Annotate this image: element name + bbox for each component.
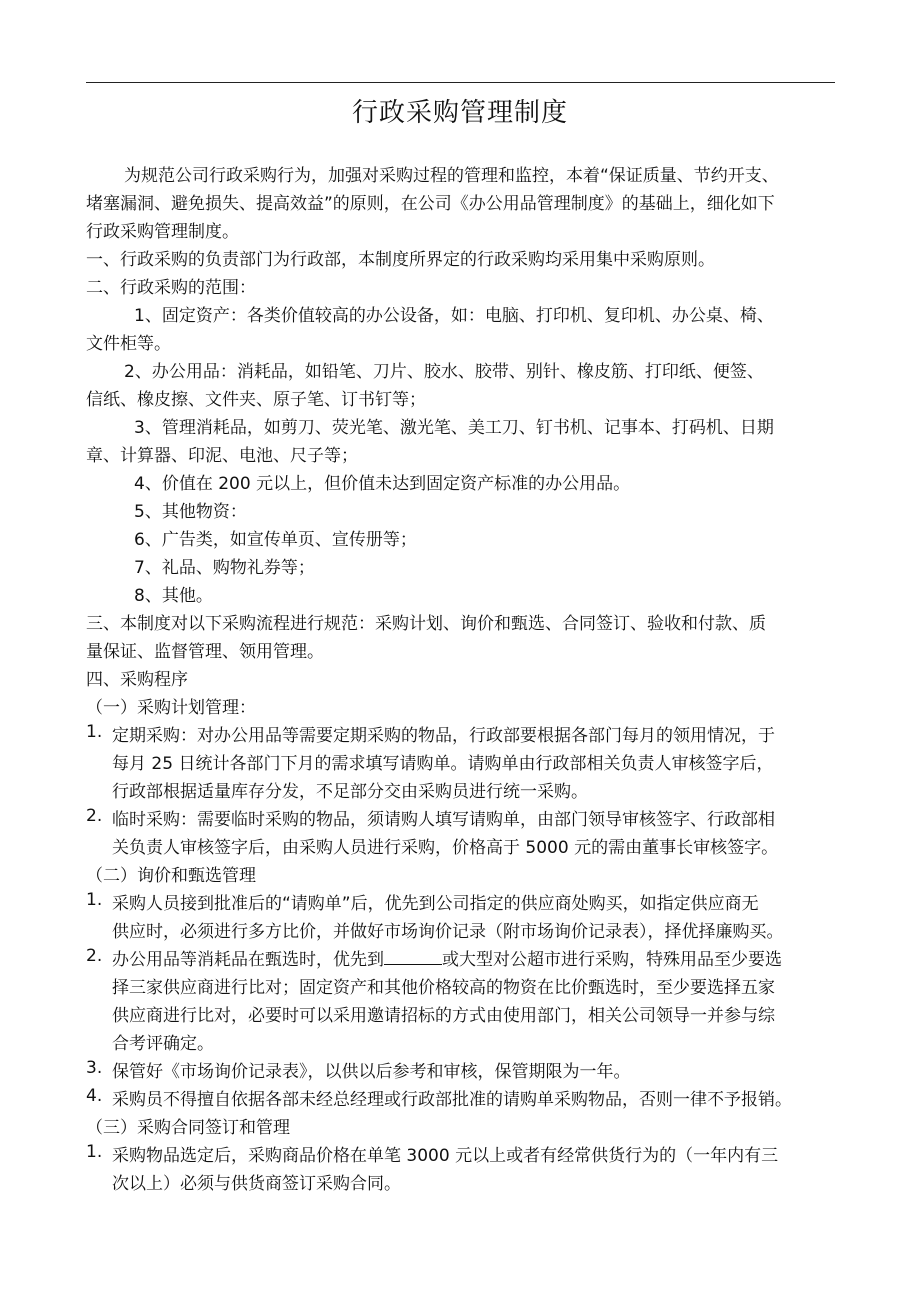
item-number: 1. <box>86 890 103 910</box>
scope-item: 8、其他。 <box>134 586 213 606</box>
section-2-heading: 二、行政采购的范围： <box>86 278 256 298</box>
item-number: 1. <box>86 1142 103 1162</box>
numbered-item <box>86 1142 838 1198</box>
scope-item: 4、价值在 200 元以上，但价值未达到固定资产标准的办公用品。 <box>134 474 631 494</box>
intro-line: 行政采购管理制度。 <box>86 222 239 242</box>
item-line: 合考评确定。 <box>112 1034 214 1054</box>
document-body <box>86 162 838 1198</box>
scope-item: 3、管理消耗品，如剪刀、荧光笔、激光笔、美工刀、钉书机、记事本、打码机、日期 <box>134 418 774 438</box>
item-line: 定期采购：对办公用品等需要定期采购的物品，行政部要根据各部门每月的领用情况，于 <box>112 726 775 746</box>
numbered-item <box>86 946 838 1058</box>
scope-item: 6、广告类，如宣传单页、宣传册等； <box>134 530 417 550</box>
item-number: 1. <box>86 722 103 742</box>
section-4-heading: 四、采购程序 <box>86 670 188 690</box>
item-number: 3. <box>86 1058 103 1078</box>
item-line: 采购物品选定后，采购商品价格在单笔 3000 元以上或者有经常供货行为的（一年内有三 <box>112 1146 779 1166</box>
document-title: 行政采购管理制度 <box>351 98 568 128</box>
scope-item-cont: 章、计算器、印泥、电池、尺子等； <box>86 446 358 466</box>
scope-item-cont: 信纸、橡皮擦、文件夹、原子笔、订书钉等； <box>86 390 426 410</box>
scope-item: 7、礼品、购物礼券等； <box>134 558 315 578</box>
scope-item-cont: 文件柜等。 <box>86 334 171 354</box>
item-line: 供应时，必须进行多方比价，并做好市场询价记录（附市场询价记录表），择优择廉购买。 <box>112 922 784 942</box>
numbered-item <box>86 890 838 946</box>
section-1: 一、行政采购的负责部门为行政部，本制度所界定的行政采购均采用集中采购原则。 <box>86 250 715 270</box>
intro-line: 堵塞漏洞、避免损失、提高效益”的原则，在公司《办公用品管理制度》的基础上，细化如下 <box>86 194 775 214</box>
item-number: 2. <box>86 946 103 966</box>
scope-item: 1、固定资产：各类价值较高的办公设备，如：电脑、打印机、复印机、办公桌、椅、 <box>134 306 774 326</box>
item-line: 供应商进行比对，必要时可以采用邀请招标的方式由使用部门，相关公司领导一并参与综 <box>112 1006 775 1026</box>
item-line: 每月 25 日统计各部门下月的需求填写请购单。请购单由行政部相关负责人审核签字后， <box>112 754 774 774</box>
scope-item: 5、其他物资： <box>134 502 247 522</box>
intro-line: 为规范公司行政采购行为，加强对采购过程的管理和监控，本着“保证质量、节约开支、 <box>124 166 779 186</box>
item-line: 行政部根据适量库存分发，不足部分交由采购员进行统一采购。 <box>112 782 588 802</box>
section-3-line: 三、本制度对以下采购流程进行规范：采购计划、询价和甄选、合同签订、验收和付款、质 <box>86 614 766 634</box>
fill-blank <box>384 948 442 965</box>
item-line: 关负责人审核签字后，由采购人员进行采购，价格高于 5000 元的需由董事长审核签字。 <box>112 838 779 858</box>
numbered-item <box>86 722 838 806</box>
numbered-item <box>86 1086 838 1114</box>
item-line: 采购人员接到批准后的“请购单”后，优先到公司指定的供应商处购买，如指定供应商无 <box>112 894 759 914</box>
item-line: 择三家供应商进行比对；固定资产和其他价格较高的物资在比价甄选时，至少要选择五家 <box>112 978 775 998</box>
section-3-line: 量保证、监督管理、领用管理。 <box>86 642 324 662</box>
scope-item: 2、办公用品：消耗品，如铅笔、刀片、胶水、胶带、别针、橡皮筋、打印纸、便签、 <box>124 362 764 382</box>
item-line <box>112 946 838 974</box>
item-line: 次以上）必须与供货商签订采购合同。 <box>112 1174 401 1194</box>
item-number: 4. <box>86 1086 103 1106</box>
item-number: 2. <box>86 806 103 826</box>
item-line: 保管好《市场询价记录表》，以供以后参考和审核，保管期限为一年。 <box>112 1062 631 1082</box>
item-line: 采购员不得擅自依据各部未经总经理或行政部批准的请购单采购物品，否则一律不予报销。 <box>112 1090 792 1110</box>
item-text: 或大型对公超市进行采购，特殊用品至少要选 <box>442 950 782 970</box>
subsection-heading: （一）采购计划管理： <box>86 698 256 718</box>
subsection-heading: （二）询价和甄选管理 <box>86 866 256 886</box>
numbered-item <box>86 1058 838 1086</box>
item-text: 办公用品等消耗品在甄选时，优先到 <box>112 950 384 970</box>
numbered-item <box>86 806 838 862</box>
header-rule <box>86 82 835 83</box>
item-line: 临时采购：需要临时采购的物品，须请购人填写请购单，由部门领导审核签字、行政部相 <box>112 810 775 830</box>
subsection-heading: （三）采购合同签订和管理 <box>86 1118 290 1138</box>
